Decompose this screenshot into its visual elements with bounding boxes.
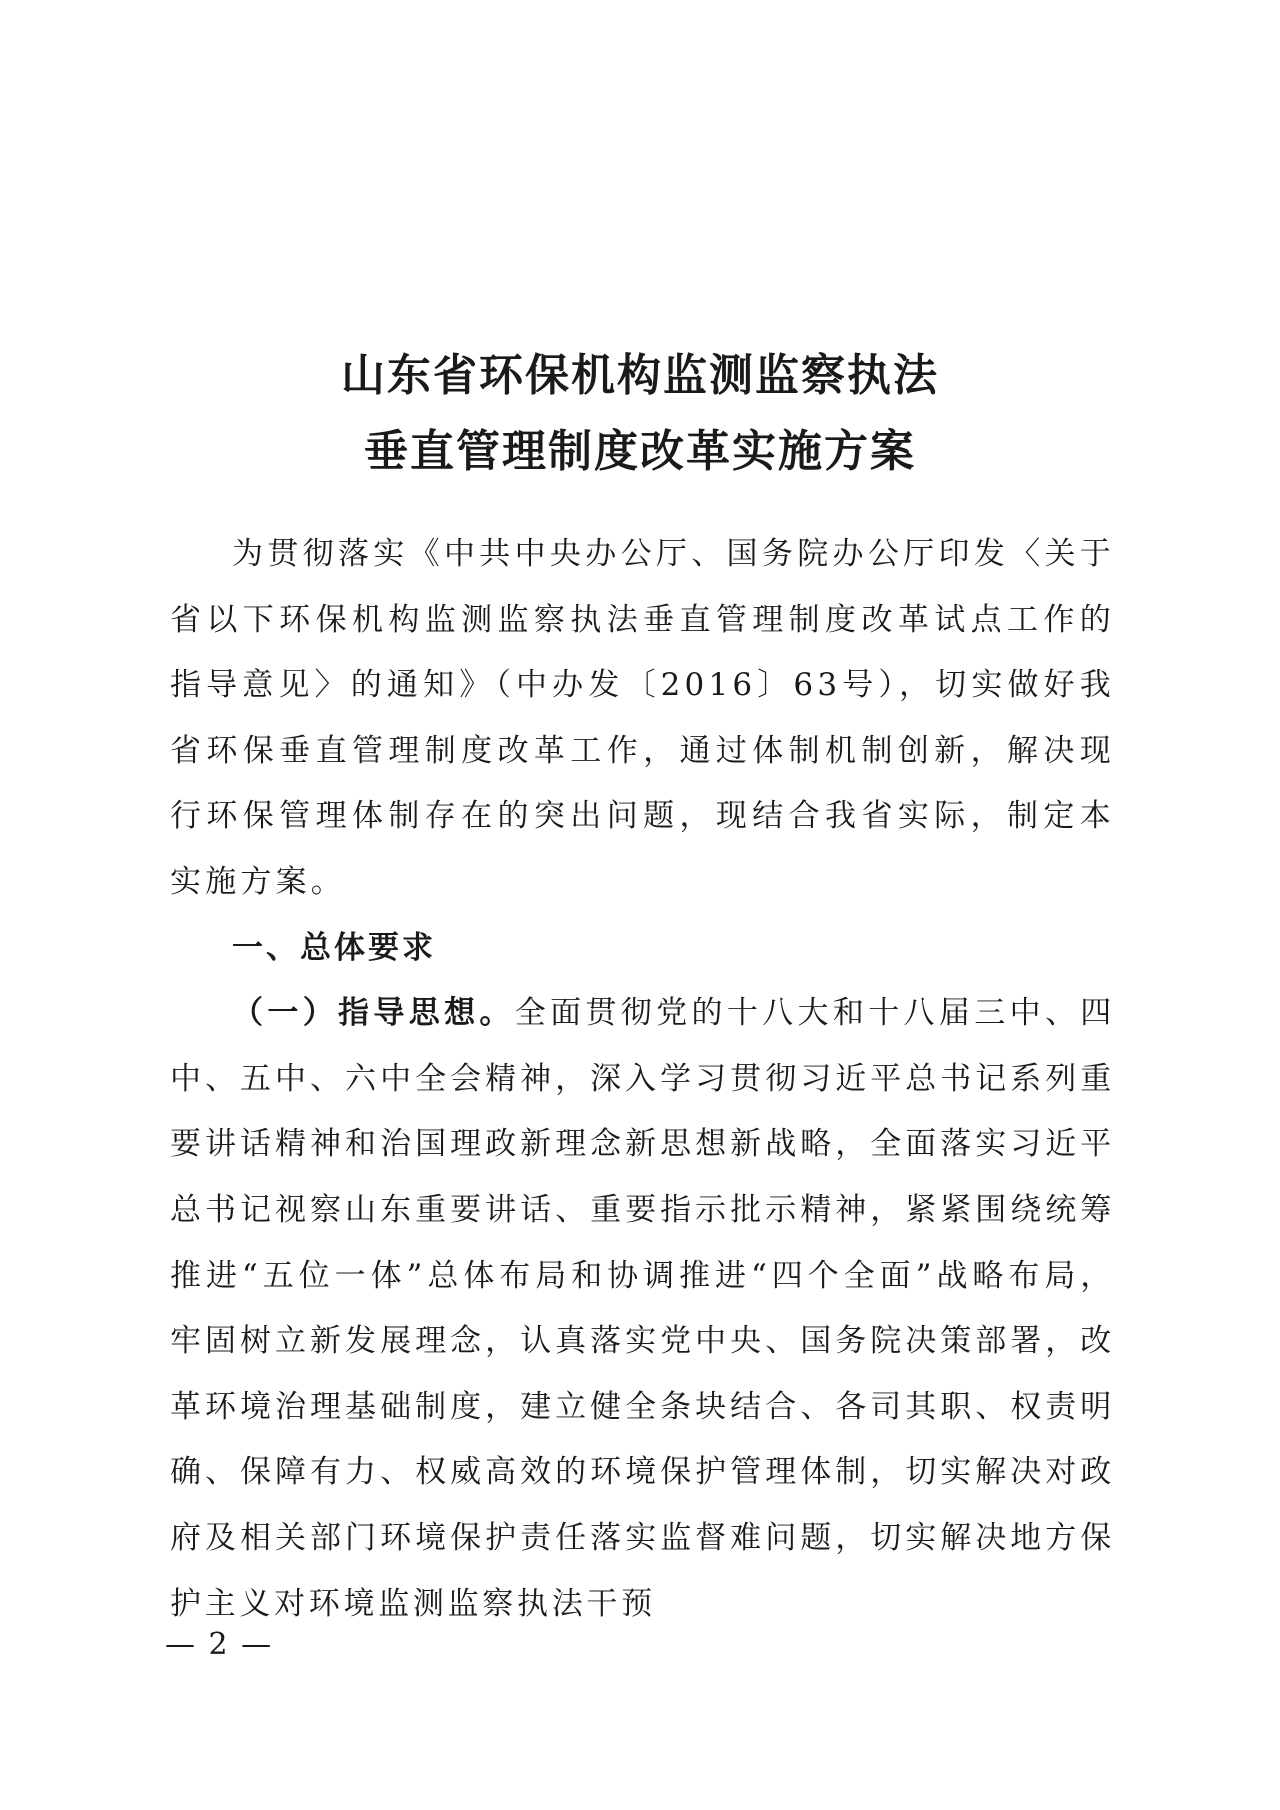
document-title-line-2: 垂直管理制度改革实施方案 (364, 426, 916, 477)
section-heading: 一、总体要求 (232, 929, 436, 966)
document-title-line-1: 山东省环保机构监测监察执法 (341, 350, 939, 401)
document-body (170, 522, 1115, 1637)
intro-paragraph: 为贯彻落实《中共中央办公厅、国务院办公厅印发〈关于省以下环保机构监测监察执法垂直管理制度改革试点工作的指导意见〉的通知》（中办发〔2016〕63号），切实做好我省环保垂直管理制度改革工作，通过体制机制创新，解决现行环保管理体制存在的突出问题，现结合我省实际，制定本实施方案。 (170, 536, 1115, 900)
subsection-paragraph (170, 981, 1115, 1637)
page-number: — 2 — (165, 1627, 274, 1662)
subsection-text: 全面贯彻党的十八大和十八届三中、四中、五中、六中全会精神，深入学习贯彻习近平总书记系列重要讲话精神和治国理政新理念新思想新战略，全面落实习近平总书记视察山东重要讲话、重要指示批示精神，紧紧围绕统筹推进“五位一体”总体布局和协调推进“四个全面”战略布局，牢固树立新发展理念，认真落实党中央、国务院决策部署，改革环境治理基础制度，建立健全条块结合、各司其职、权责明确、保障有力、权威高效的环境保护管理体制，切实解决对政府及相关部门环境保护责任落实监督难问题，切实解决地方保护主义对环境监测监察执法干预 (170, 995, 1115, 1622)
subsection-lead: （一）指导思想。 (232, 995, 515, 1032)
